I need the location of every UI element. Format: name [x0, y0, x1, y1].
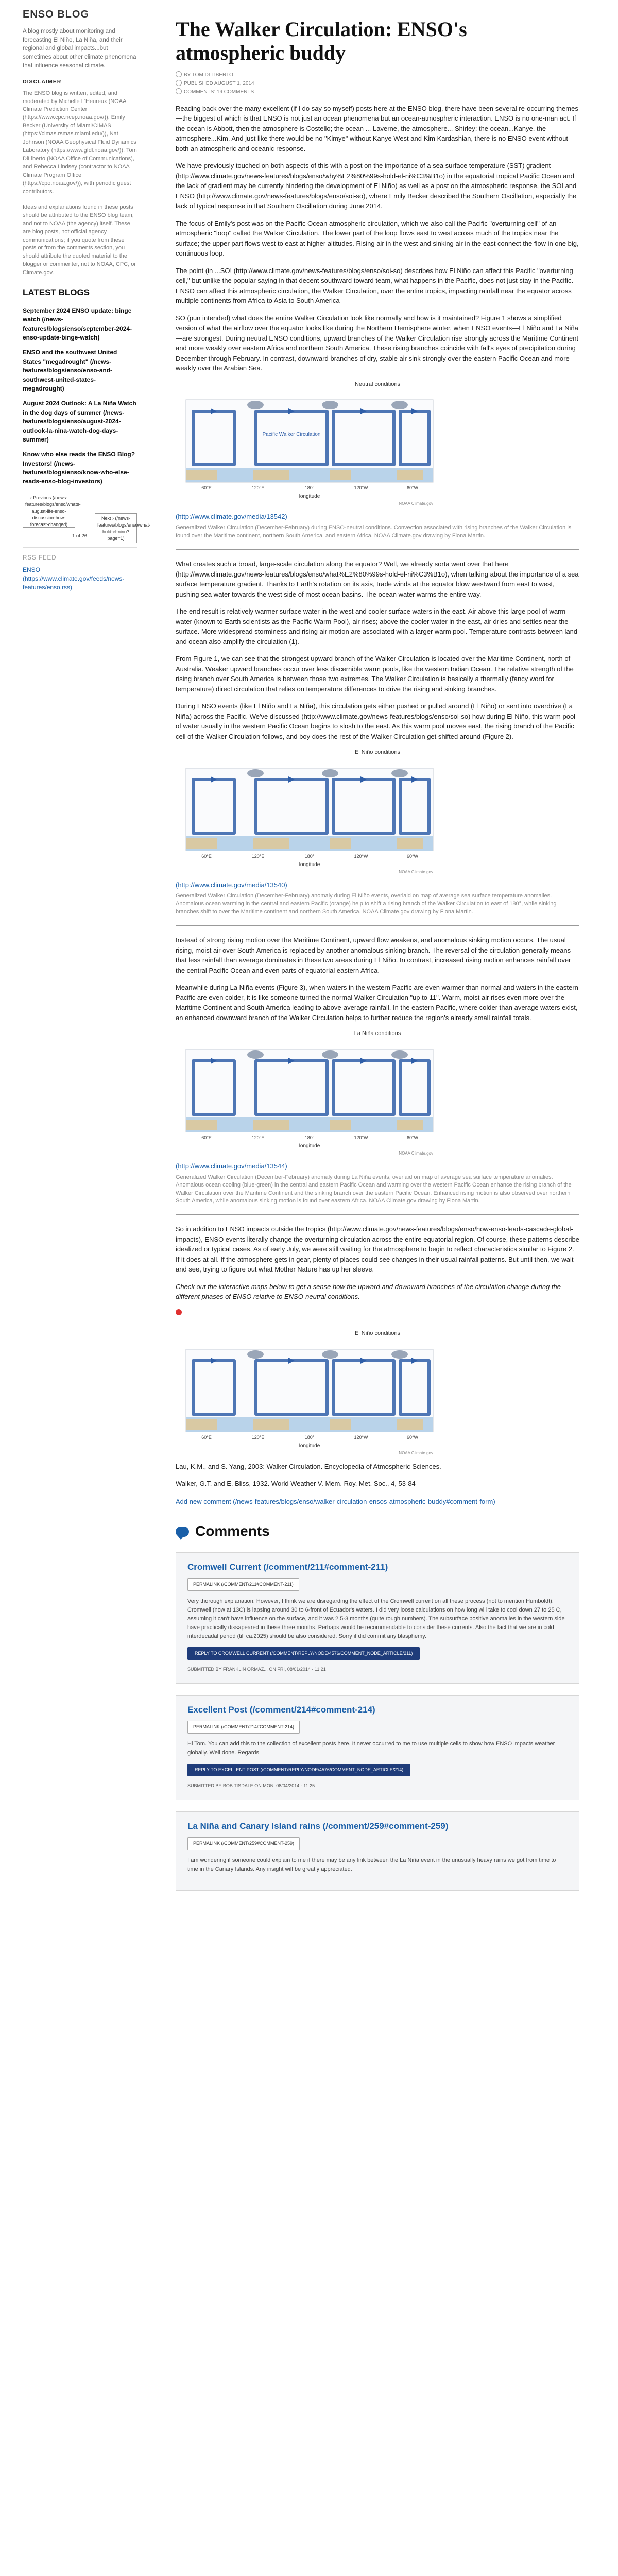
close-icon[interactable]	[176, 1309, 182, 1315]
comment-body: Hi Tom. You can add this to the collection of excellent posts here. It never occurred to me to use multiple cells to show how ENSO impacts weather globally. Well done. Regards	[187, 1740, 555, 1756]
figure-el-nino	[176, 749, 579, 876]
figure-credit: NOAA Climate.gov	[399, 870, 433, 874]
paragraph: We have previously touched on both aspects of this with a post on the importance of a sea surface temperature (SST) gradient (http://www.climate.gov/news-features/blogs/enso/why%E2%80%99s-hold-el-ni%C3%B1o) in the equatorial tropical Pacific Ocean and the lack of gradient may be currently hindering the development of El Niño) as well as a post on the atmospheric response, the SOI and ENSO (http://www.climate.gov/news-features/blogs/enso/soi-so), where Emily Becker described the Southern Oscillation, especially the lack of typical response in that Southern Oscillation during June 2014.	[176, 162, 577, 210]
x-tick-label: 120°W	[354, 1134, 368, 1140]
comment-title[interactable]: Excellent Post (/comment/214#comment-214)	[187, 1705, 375, 1715]
comment-body: I am wondering if someone could explain to me if there may be any link between the La Niña event in the unusually heavy rains we got from time to time in the Canary Islands. Any insight will be greatly appreciated.	[187, 1857, 556, 1872]
comment-title[interactable]: La Niña and Canary Island rains (/comment/259#comment-259)	[187, 1821, 449, 1831]
cloud-icon	[322, 1350, 338, 1359]
comments-heading	[176, 1521, 579, 1542]
user-icon	[176, 71, 182, 77]
next-page-button[interactable]: Next › (/news-features/blogs/enso/what-hold-el-nino?page=1)	[95, 513, 137, 543]
figure-media-link[interactable]: (http://www.climate.gov/media/13540)	[176, 881, 287, 889]
page-counter: 1 of 26	[72, 533, 88, 539]
comment-title[interactable]: Cromwell Current (/comment/211#comment-211)	[187, 1562, 388, 1572]
land-mass	[330, 470, 351, 480]
figure-interactive	[176, 1330, 579, 1458]
paragraph: Instead of strong rising motion over the Maritime Continent, upward flow weakens, and anomalous sinking motion occurs. The usual rising, moist air over South America is replaced by another anomalous sinking branch. The reversal of the circulation generally means that less rainfall than average dominates in these two areas during El Niño. In contrast, increased rising motion enhances rainfall over the central Pacific Ocean and even parts of equatorial eastern Africa.	[176, 936, 571, 974]
disclaimer-heading: DISCLAIMER	[23, 79, 62, 86]
x-tick-label: 120°E	[251, 854, 265, 859]
comment-body: Very thorough explanation. However, I think we are disregarding the effect of the Cromwell current on all these process (not to mention Humboldt). Cromwell (now at 13C) is lapsing around 30 to 6-front of Ecuador's waters. I did very loose calculations on how long will take to cool down 27 to 25 C, assuming it can't have influence on the surface, and it was 2.5-3 months (quite rough numbers). The subsurface positive anomalies in the western side have practically dissapeared in these three months. Perhaps would be recommendable to consider these currents. Also the fact that we are in cold interdecadal period (till ca.2025) should be also considered. Sorry if did commit any blasphemy.	[187, 1598, 565, 1639]
walker-circulation-diagram[interactable]	[176, 389, 443, 508]
section-divider	[176, 549, 579, 550]
cloud-icon	[247, 401, 264, 409]
latest-blog-link[interactable]: ENSO and the southwest United States "megadrought" (/news-features/blogs/enso/enso-and-southwest-united-states-megadrought)	[23, 349, 117, 392]
x-tick-label: 60°E	[201, 485, 212, 491]
land-mass	[397, 1419, 423, 1430]
ocean-strip	[186, 836, 433, 851]
latest-blog-link[interactable]: August 2024 Outlook: A La Niña Watch in the dog days of summer (/news-features/blogs/enso/august-2024-outlook-la-nina-watch-dog-days-summer)	[23, 400, 136, 443]
cloud-icon	[322, 401, 338, 409]
ocean-strip	[186, 1417, 433, 1432]
section-divider	[176, 925, 579, 926]
paragraph: So in addition to ENSO impacts outside the tropics (http://www.climate.gov/news-features/blogs/enso/how-enso-leads-cascade-global-impacts), ENSO events literally change the overturning circulation across the entire equatorial region. Of course, these patterns describe idealized or typical cases. As of early July, we were still waiting for the atmosphere to begin to reflect characteristics similar to Figure 2. If it does at all. If the atmosphere gets in gear, plenty of places could see changes in their usual rainfall patterns. But until then, we wait and see, trying to figure out what Mother Nature has up her sleeve.	[176, 1225, 580, 1274]
disclaimer-text: The ENSO blog is written, edited, and moderated by Michelle L'Heureux (NOAA Climate Prediction Center (https://www.cpc.ncep.noaa.gov/)), Emily Becker (University of Miami/CIMAS (https://cimas.rsmas.miami.edu/)), Nat Johnson (NOAA Geophysical Fluid Dynamics Laboratory (https://www.gfdl.noaa.gov/)), Tom DiLiberto (NOAA Office of Communications), and Rebecca Lindsey (contractor to NOAA Climate Program Office (https://cpo.noaa.gov/)), with periodic guest contributors.	[23, 90, 137, 195]
reply-button[interactable]: REPLY TO CROMWELL CURRENT (/COMMENT/REPLY/NODE/4576/COMMENT_NODE_ARTICLE/211)	[187, 1647, 420, 1660]
figure-title: Neutral conditions	[354, 381, 401, 387]
figure-credit: NOAA Climate.gov	[399, 1450, 433, 1455]
cloud-icon	[391, 1350, 408, 1359]
x-tick-label: 120°E	[251, 485, 265, 491]
cloud-icon	[247, 1350, 264, 1359]
x-tick-label: 120°W	[354, 1434, 368, 1440]
reference: Walker, G.T. and E. Bliss, 1932. World Weather V. Mem. Roy. Met. Soc., 4, 53-84	[176, 1480, 416, 1488]
disclaimer-text-2: Ideas and explanations found in these posts should be attributed to the ENSO blog team, and not to NOAA (the agency) itself. These are blog posts, not official agency communications; if you quote from these posts or from the comments section, you should attribute the quoted material to the blogger or commenter, not to NOAA, CPC, or Climate.gov.	[23, 204, 136, 276]
rss-heading: RSS FEED	[23, 554, 57, 561]
land-mass	[186, 838, 217, 849]
add-comment-link[interactable]: Add new comment (/news-features/blogs/enso/walker-circulation-ensos-atmospheric-buddy#comment-form)	[176, 1497, 495, 1505]
land-mass	[253, 470, 289, 480]
paragraph: Reading back over the many excellent (if I do say so myself) posts here at the ENSO blog, there have been several re-occurring themes—the biggest of which is that ENSO is not just an ocean phenomena but an ocean-atmospheric interaction. ENSO is no one-man act. If the ocean is Abbott, then the atmosphere is Costello; the ocean ... Laverne, the atmosphere... Shirley; the ocean...Kanye, the atmosphere...Kim. And just like there would be no "Kimye" without Kanye West and Kim Kardashian, there is no ENSO event without both an atmospheric and oceanic response.	[176, 104, 578, 152]
x-tick-label: 120°W	[354, 485, 368, 491]
cloud-icon	[391, 769, 408, 777]
calendar-icon	[176, 80, 182, 86]
figure-caption: Generalized Walker Circulation (December-February) anomaly during La Niña events, overlaid on map of average sea surface temperature anomalies. Anomalous ocean cooling (blue-green) in the central and eastern Pacific Ocean and warming over the western Pacific Ocean enhance the rising branch of the Walker Circulation over the Maritime Continent and the sinking branch over the eastern Pacific Ocean. Enhanced rising motion is also observed over northern South America, while anomalous sinking motion is found over eastern Africa. NOAA Climate.gov drawing by Fiona Martin.	[176, 1174, 572, 1204]
figure-title: El Niño conditions	[354, 749, 401, 756]
figure-la-nina	[176, 1030, 579, 1158]
land-mass	[253, 1419, 289, 1430]
reply-button[interactable]: REPLY TO EXCELLENT POST (/COMMENT/REPLY/NODE/4576/COMMENT_NODE_ARTICLE/214)	[187, 1764, 410, 1776]
land-mass	[397, 1120, 423, 1130]
paragraph: SO (pun intended) what does the entire Walker Circulation look like normally and how is it maintained? Figure 1 shows a simplified version of what the airflow over the equator looks like during the Northern Hemisphere winter, when ENSO events—El Niño and La Niña—are strongest. During neutral ENSO conditions, upward branches of the Walker Circulation rise strongly across the Maritime Continent and more weakly over eastern Africa and northern South America. These rising branches coincide with fall's eyes of precipitation during December through February. In contrast, downward branches of dry, stable air sink strongly over the eastern Pacific Ocean and more weakly over the Arabian Sea.	[176, 314, 579, 372]
x-tick-label: 120°W	[354, 854, 368, 859]
latest-blogs-heading: LATEST BLOGS	[23, 287, 90, 298]
previous-page-button[interactable]: ‹ Previous (/news-features/blogs/enso/whats-august-life-enso-discussion-how-forecast-changed)	[23, 493, 75, 528]
walker-circulation-diagram[interactable]	[176, 1339, 443, 1458]
land-mass	[330, 1419, 351, 1430]
land-mass	[397, 838, 423, 849]
x-axis-label: longitude	[299, 1143, 320, 1149]
section-divider	[176, 1214, 579, 1215]
walker-circulation-diagram[interactable]	[176, 1039, 443, 1158]
x-tick-label: 180°	[304, 1434, 315, 1440]
x-tick-label: 60°E	[201, 1434, 212, 1440]
paragraph: The end result is relatively warmer surface water in the west and cooler surface waters in the east. Air above this large pool of warm water (known to Earth scientists as the Pacific Warm Pool), air rises; above the cooler water in the east, air dries and settles near the surface. More widespread storminess and rising air motion are associated with a larger warm pool. Temperature contrasts between land and ocean also amplify the circulation (1).	[176, 607, 578, 646]
land-mass	[253, 838, 289, 849]
cloud-icon	[247, 769, 264, 777]
x-tick-label: 180°	[304, 485, 315, 491]
published-date: PUBLISHED AUGUST 1, 2014	[184, 80, 254, 87]
comment	[176, 1552, 579, 1684]
land-mass	[186, 1120, 217, 1130]
paragraph: The focus of Emily's post was on the Pacific Ocean atmospheric circulation, which we also call the Pacific "overturning cell" of an atmospheric "loop" called the Walker Circulation. The lower part of the loop flows east to west across much of the tropics near the surface; the upper part flows west to east at higher altitudes. Rising air in the west and sinking air in the east connect the flow in one big, continuous loop.	[176, 219, 579, 257]
x-tick-label: 60°W	[406, 485, 419, 491]
x-tick-label: 60°E	[201, 854, 212, 859]
ocean-strip	[186, 468, 433, 482]
comment-submitted: SUBMITTED BY FRANKLIN ORMAZ... ON FRI, 08/01/2014 - 11:21	[187, 1667, 326, 1672]
figure-credit: NOAA Climate.gov	[399, 501, 433, 506]
paragraph: What creates such a broad, large-scale circulation along the equator? Well, we already sorta went over that here (http://www.climate.gov/news-features/blogs/enso/what%E2%80%99s-hold-el-ni%C3%B1o), when talking about the importance of a sea surface temperature gradient. Thanks to Earth's rotation on its axis, trade winds at the equator blow westward from east to west, pushing sea water towards the west side of most ocean basins. The ocean water warms the entire way.	[176, 560, 579, 598]
x-axis-label: longitude	[299, 862, 320, 868]
land-mass	[330, 838, 351, 849]
figure-neutral	[176, 381, 579, 509]
cloud-icon	[391, 401, 408, 409]
rss-feed-link[interactable]: ENSO (https://www.climate.gov/feeds/news-features/enso.rss)	[23, 566, 125, 591]
figure-caption: Generalized Walker Circulation (December-February) during ENSO-neutral conditions. Convection associated with rising branches of the Walker Circulation is found over the Maritime continent, northern South America, and eastern Africa. NOAA Climate.gov drawing by Fiona Martin.	[176, 524, 572, 539]
walker-circulation-diagram[interactable]	[176, 758, 443, 876]
x-tick-label: 180°	[304, 854, 315, 859]
comment-submitted: SUBMITTED BY BOB TISDALE ON MON, 08/04/2014 - 11:25	[187, 1783, 315, 1788]
sidebar-divider	[23, 547, 137, 548]
paragraph: Meanwhile during La Niña events (Figure 3), when waters in the western Pacific are even warmer than normal and waters in the eastern Pacific are even colder, it is like someone turned the normal Walker Circulation "up to 11". Warm, moist air rises even more over the Maritime Continent and South America leading to above-average rainfall. In the eastern Pacific, where colder than average waters exist, an enhanced downward branch of the Walker Circulation helps to further reduce the region's already small rainfall totals.	[176, 984, 578, 1022]
article-meta	[176, 71, 579, 96]
comment-icon	[176, 88, 182, 94]
cloud-icon	[322, 1050, 338, 1059]
latest-blog-link[interactable]: Know who else reads the ENSO Blog? Investors! (/news-features/blogs/enso/know-who-else-reads-enso-blog-investors)	[23, 451, 135, 485]
figure-media-link[interactable]: (http://www.climate.gov/media/13544)	[176, 1162, 287, 1170]
figure-caption: Generalized Walker Circulation (December-February) anomaly during El Niño events, overlaid on map of average sea surface temperature anomalies. Anomalous ocean warming in the central and eastern Pacific (orange) help to shift a rising branch of the Walker Circulation to east of 180°, while sinking branches shift to over the Maritime continent and northern South America. NOAA Climate.gov drawing by Fiona Martin.	[176, 892, 557, 915]
comment	[176, 1811, 579, 1891]
paragraph: From Figure 1, we can see that the strongest upward branch of the Walker Circulation is located over the Maritime Continent, north of Australia. Weaker upward branches occur over less discernible warm pools, like the western Indian Ocean. The relative strength of the rising branch over South America is between those two extremes. The Walker Circulation is basically a thermally (fancy word for temperature) direct circulation that relies on temperature differences to drive the rising and sinking branches.	[176, 655, 574, 693]
x-tick-label: 60°W	[406, 1134, 419, 1140]
permalink-button[interactable]: PERMALINK (/COMMENT/211#COMMENT-211)	[187, 1578, 299, 1591]
comments-heading-label: Comments	[195, 1523, 270, 1539]
x-tick-label: 120°E	[251, 1134, 265, 1140]
cloud-icon	[391, 1050, 408, 1059]
figure-title: El Niño conditions	[354, 1330, 401, 1336]
interactive-note: Check out the interactive maps below to get a sense how the upward and downward branches of the circulation change during the different phases of ENSO relative to ENSO-neutral conditions.	[176, 1282, 561, 1301]
paragraph: The point (in ...SO! (http://www.climate.gov/news-features/blogs/enso/soi-so) describes how El Niño can affect this Pacific "overturning cell," but unlike the popular saying in that decent southward toward team, what happens in the Pacific, does not just stay in the Pacific. ENSO can affect this atmospheric circulation, the Walker Circulation, over the entire tropics, impacting rainfall near the equator across multiple continents from Africa to Asia to South America	[176, 266, 574, 304]
x-axis-label: longitude	[299, 1443, 320, 1449]
paragraph: During ENSO events (like El Niño and La Niña), this circulation gets either pushed or pulled around (El Niño) or sent into overdrive (La Niña) across the Pacific. We've discussed (http://www.climate.gov/news-features/blogs/enso/soi-so) how during El Niño, this warm pool of water usually in the western Pacific Ocean begins to slosh to the east. As this warm pool moves east, the rising branch of the Pacific cell of the Walker Circulation follows, and boy does the rest of the Walker Circulation get shifted around (Figure 2).	[176, 702, 576, 740]
latest-blog-link[interactable]: September 2024 ENSO update: binge watch (/news-features/blogs/enso/september-2024-enso-update-binge-watch)	[23, 307, 132, 342]
permalink-button[interactable]: PERMALINK (/COMMENT/259#COMMENT-259)	[187, 1837, 300, 1850]
land-mass	[397, 470, 423, 480]
article-title: The Walker Circulation: ENSO's atmospheric buddy	[176, 18, 467, 64]
diagram-label: Pacific Walker Circulation	[262, 432, 321, 438]
land-mass	[253, 1120, 289, 1130]
cloud-icon	[247, 1050, 264, 1059]
reference: Lau, K.M., and S. Yang, 2003: Walker Circulation. Encyclopedia of Atmospheric Sciences.	[176, 1462, 441, 1470]
comment	[176, 1695, 579, 1800]
x-tick-label: 60°W	[406, 854, 419, 859]
land-mass	[330, 1120, 351, 1130]
blog-intro: A blog mostly about monitoring and forecasting El Niño, La Niña, and their regional and global impacts...but sometimes about other climate phenomena that influence seasonal climate.	[23, 28, 136, 69]
figure-credit: NOAA Climate.gov	[399, 1150, 433, 1156]
blog-title[interactable]: ENSO BLOG	[23, 9, 90, 20]
comments-count[interactable]: COMMENTS: 19 COMMENTS	[184, 89, 254, 95]
author[interactable]: BY TOM DI LIBERTO	[184, 72, 233, 78]
ocean-strip	[186, 1117, 433, 1132]
sidebar	[23, 7, 151, 592]
comments-icon	[176, 1527, 189, 1537]
permalink-button[interactable]: PERMALINK (/COMMENT/214#COMMENT-214)	[187, 1721, 300, 1734]
blog-pager	[23, 493, 151, 542]
x-axis-label: longitude	[299, 494, 320, 500]
x-tick-label: 60°W	[406, 1434, 419, 1440]
x-tick-label: 120°E	[251, 1434, 265, 1440]
cloud-icon	[322, 769, 338, 777]
article	[176, 7, 579, 1902]
x-tick-label: 180°	[304, 1134, 315, 1140]
figure-media-link[interactable]: (http://www.climate.gov/media/13542)	[176, 513, 287, 521]
figure-title: La Niña conditions	[354, 1030, 401, 1037]
x-tick-label: 60°E	[201, 1134, 212, 1140]
land-mass	[186, 1419, 217, 1430]
land-mass	[186, 470, 217, 480]
